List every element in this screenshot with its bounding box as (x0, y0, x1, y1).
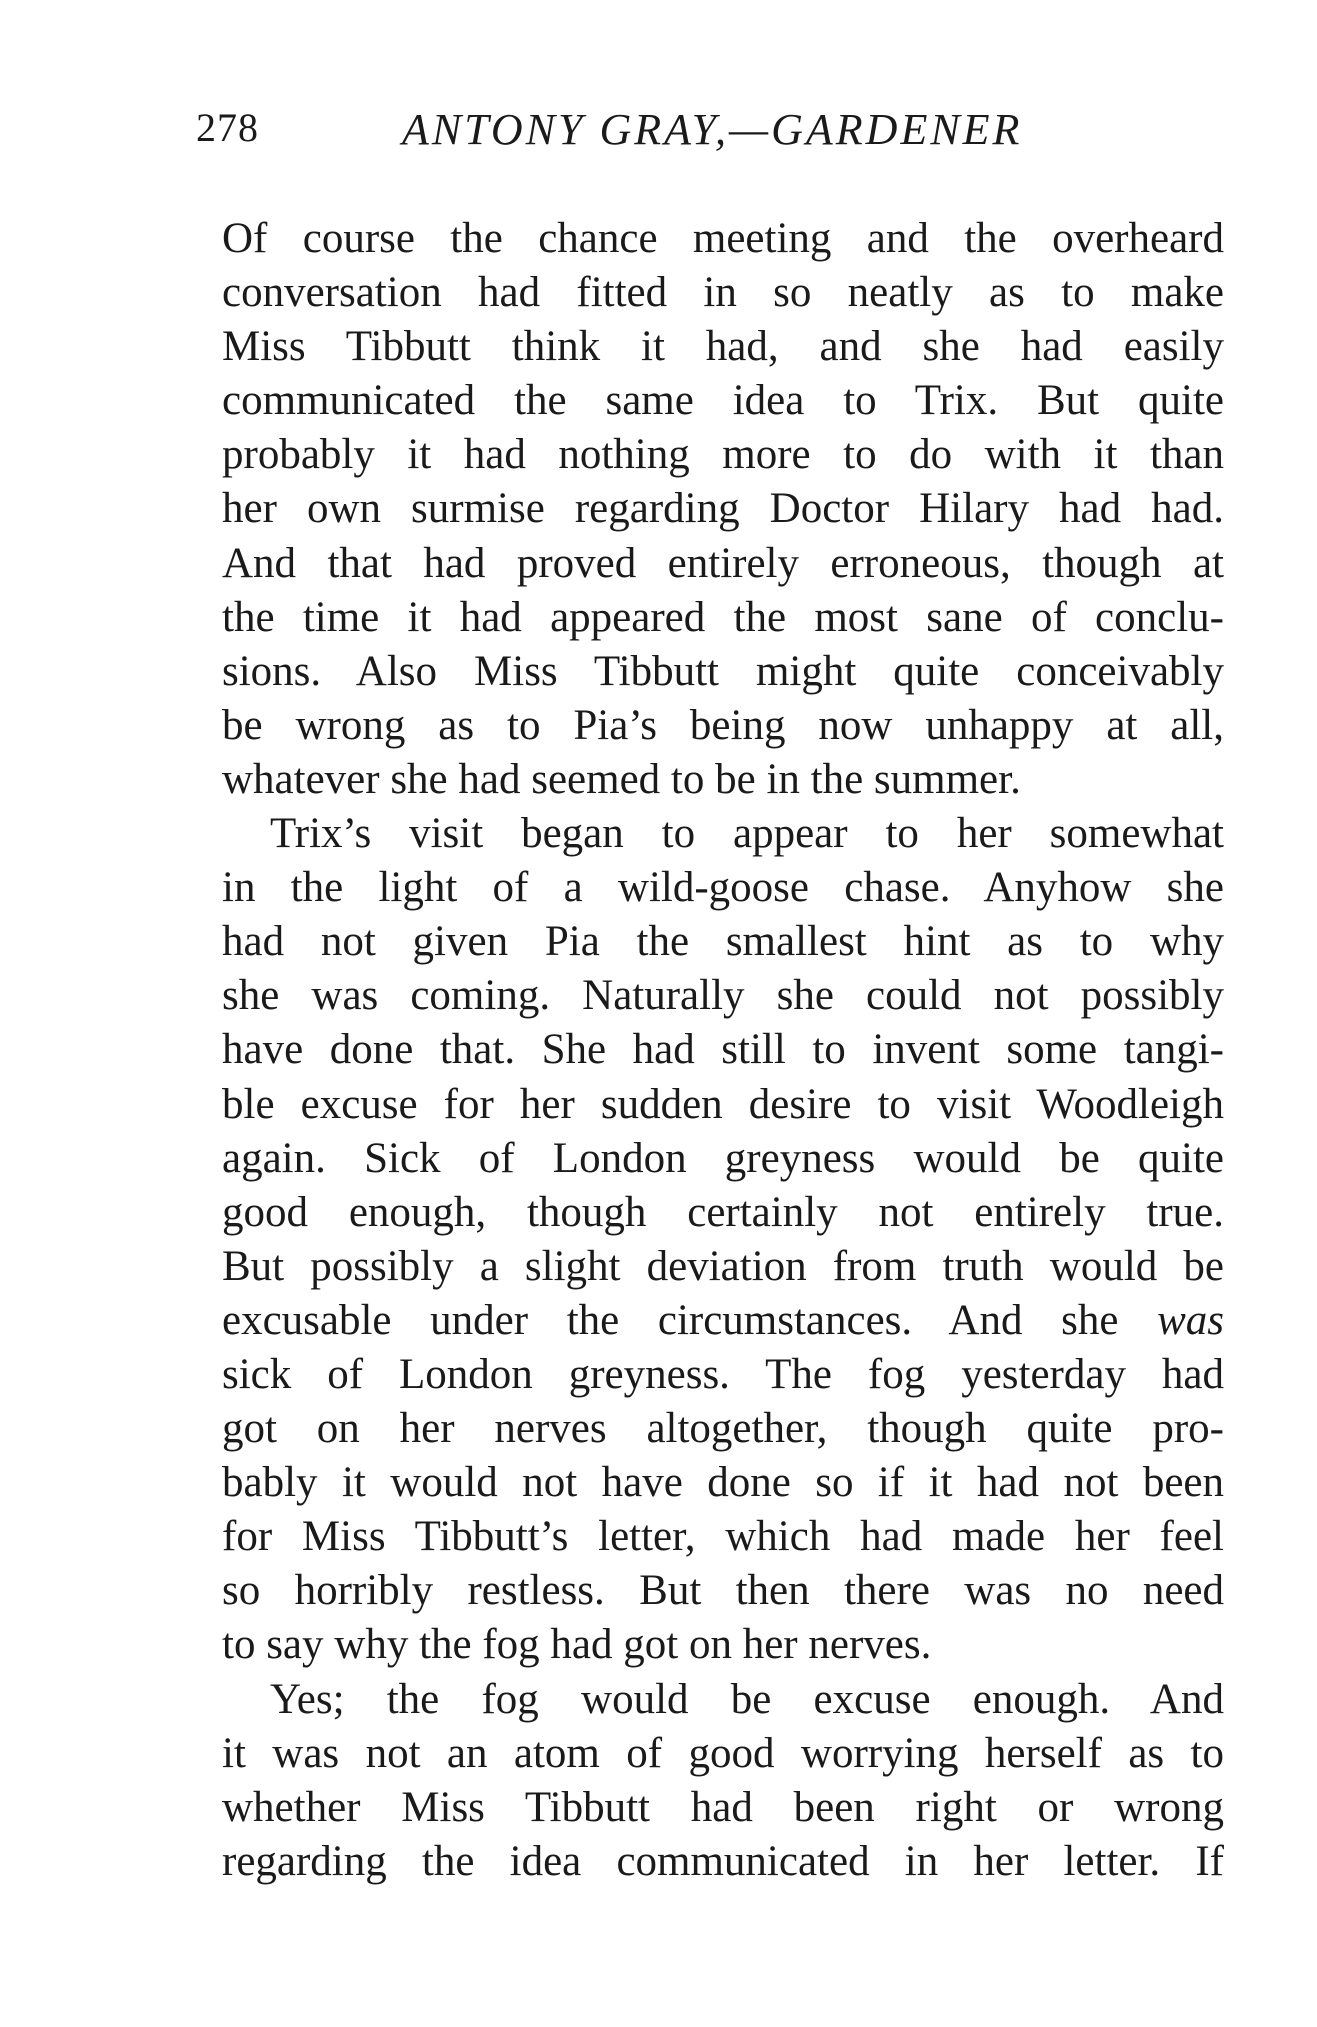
text-line: for Miss Tibbutt’s letter, which had made her feel (222, 1513, 1224, 1561)
body-text (222, 212, 1224, 1889)
text-line: so horribly restless. But then there was no need (222, 1567, 1224, 1615)
text-line: Trix’s visit began to appear to her somewhat (270, 810, 1224, 858)
text-line: got on her nerves altogether, though quite pro- (222, 1405, 1224, 1453)
paragraph-3 (222, 1673, 1224, 1889)
text-line: probably it had nothing more to do with it than (222, 431, 1224, 479)
text-line: to say why the fog had got on her nerves. (222, 1621, 932, 1669)
text-line: communicated the same idea to Trix. But quite (222, 377, 1224, 425)
text-line: have done that. She had still to invent some tangi- (222, 1026, 1224, 1074)
paragraph-1 (222, 212, 1224, 807)
text-line: conversation had fitted in so neatly as to make (222, 269, 1224, 317)
text-line: Yes; the fog would be excuse enough. And (270, 1675, 1224, 1723)
page-number: 278 (196, 105, 259, 150)
text-line: regarding the idea communicated in her letter. If (222, 1837, 1224, 1885)
text-line: Of course the chance meeting and the overheard (222, 215, 1224, 262)
text-line: she was coming. Naturally she could not possibly (222, 972, 1224, 1020)
emphasis-word: was (1157, 1296, 1225, 1344)
text-line: it was not an atom of good worrying herself as to (222, 1729, 1224, 1777)
text-line: But possibly a slight deviation from truth would be (222, 1242, 1224, 1290)
text-line: whether Miss Tibbutt had been right or wrong (222, 1783, 1224, 1831)
text-line: sick of London greyness. The fog yesterday had (222, 1350, 1224, 1398)
text-line: ble excuse for her sudden desire to visit Woodleigh (222, 1080, 1224, 1128)
text-line: had not given Pia the smallest hint as to why (222, 918, 1224, 966)
text-line: in the light of a wild-goose chase. Anyhow she (222, 864, 1224, 912)
text-line: her own surmise regarding Doctor Hilary had had. (222, 485, 1224, 533)
text-line: be wrong as to Pia’s being now unhappy at all, (222, 701, 1224, 749)
text-line: the time it had appeared the most sane of conclu- (222, 593, 1224, 641)
text-line: whatever she had seemed to be in the summer. (222, 755, 1021, 803)
text-line-with-emphasis (222, 1294, 1224, 1348)
text-line: Miss Tibbutt think it had, and she had easily (222, 323, 1224, 371)
running-title: ANTONY GRAY,—GARDENER (402, 105, 1023, 154)
text-line: good enough, though certainly not entirely true. (222, 1188, 1224, 1236)
text-segment: excusable under the circumstances. And she (222, 1296, 1119, 1344)
text-line: again. Sick of London greyness would be quite (222, 1134, 1224, 1182)
text-line: bably it would not have done so if it had not been (222, 1459, 1224, 1507)
running-head (196, 104, 1246, 164)
text-line: And that had proved entirely erroneous, though at (222, 539, 1224, 587)
text-line: sions. Also Miss Tibbutt might quite conceivably (222, 647, 1224, 695)
paragraph-2 (222, 807, 1224, 1673)
